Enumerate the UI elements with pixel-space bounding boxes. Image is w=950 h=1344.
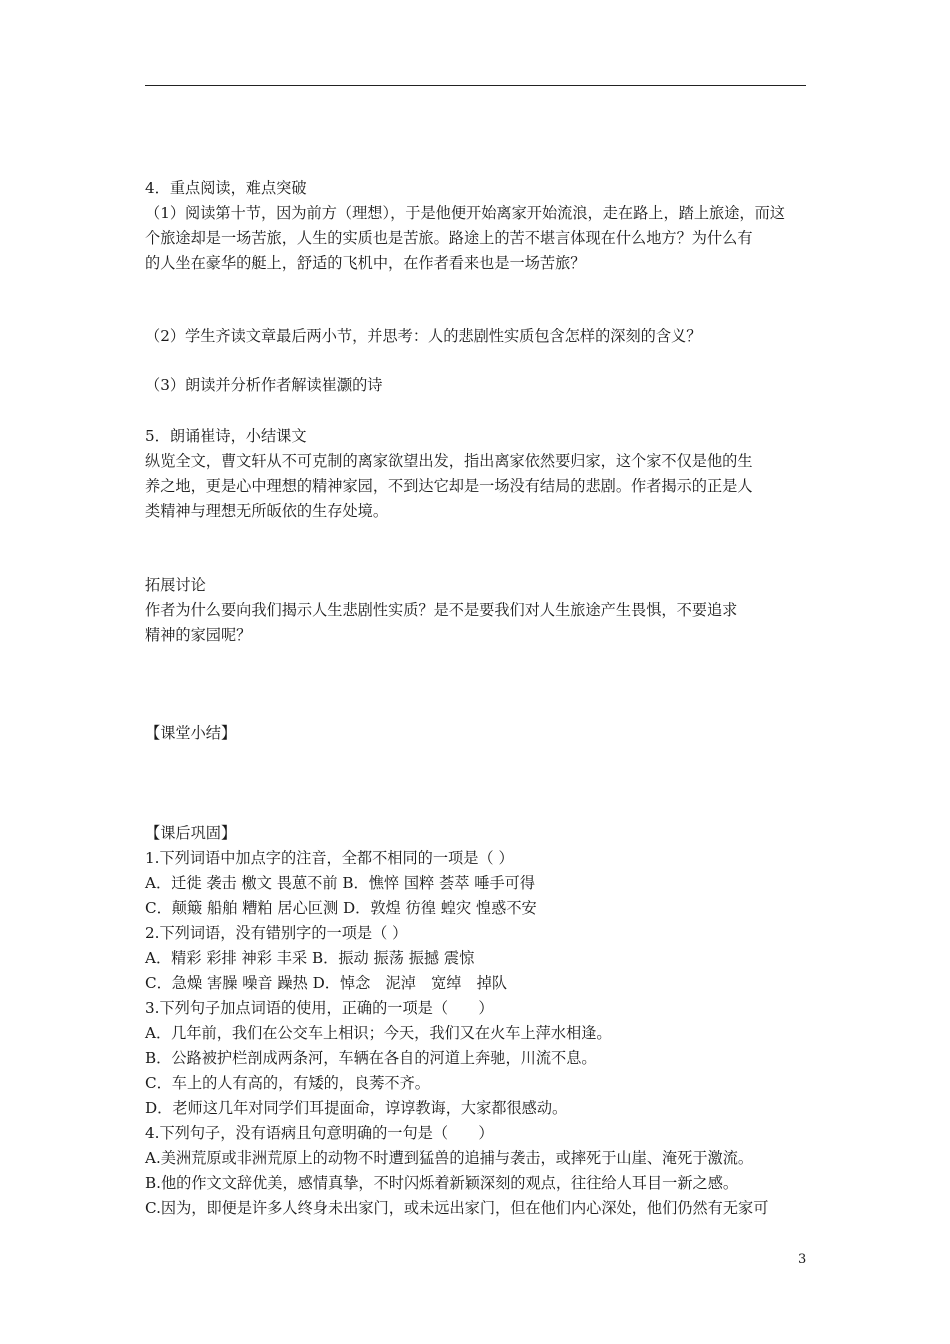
- option-line: A．迁徙 袭击 檄文 畏葸不前 B．憔悴 国粹 荟萃 唾手可得: [145, 874, 536, 892]
- section-heading-recitation: 5．朗诵崔诗，小结课文: [145, 427, 307, 445]
- paragraph-line: 类精神与理想无所皈依的生存处境。: [145, 502, 388, 520]
- question-line: 1.下列词语中加点字的注音，全都不相同的一项是（ ）: [145, 849, 514, 867]
- section-heading-class-summary: 【课堂小结】: [145, 724, 237, 742]
- section-heading-key-reading: 4．重点阅读，难点突破: [145, 179, 307, 197]
- paragraph-line: 养之地，更是心中理想的精神家园，不到达它却是一场没有结局的悲剧。作者揭示的正是人: [145, 477, 753, 495]
- section-heading-discussion: 拓展讨论: [145, 576, 206, 594]
- section-heading-consolidation: 【课后巩固】: [145, 824, 237, 842]
- paragraph-line: （1）阅读第十节，因为前方（理想），于是他便开始离家开始流浪，走在路上，踏上旅途，而这: [145, 204, 785, 222]
- option-line: C．车上的人有高的，有矮的，良莠不齐。: [145, 1074, 430, 1092]
- option-line: A．精彩 彩排 神彩 丰采 B．振动 振荡 振撼 震惊: [145, 949, 475, 967]
- option-line: C．急燥 害臊 噪音 躁热 D．悼念 泥淖 宽绰 掉队: [145, 974, 508, 992]
- option-line: B．公路被护栏剖成两条河，车辆在各自的河道上奔驰，川流不息。: [145, 1049, 597, 1067]
- paragraph-line: 个旅途却是一场苦旅，人生的实质也是苦旅。路途上的苦不堪言体现在什么地方？为什么有: [145, 229, 753, 247]
- paragraph-line: 的人坐在豪华的艇上，舒适的飞机中，在作者看来也是一场苦旅？: [145, 254, 586, 272]
- option-line: A.美洲荒原或非洲荒原上的动物不时遭到猛兽的追捕与袭击，或摔死于山崖、淹死于激流。: [145, 1149, 754, 1167]
- option-line: B.他的作文文辞优美，感情真挚，不时闪烁着新颖深刻的观点，往往给人耳目一新之感。: [145, 1174, 739, 1192]
- header-rule: [145, 85, 806, 86]
- page-number: 3: [798, 1252, 807, 1267]
- paragraph-line: （2）学生齐读文章最后两小节，并思考：人的悲剧性实质包含怎样的深刻的含义？: [145, 327, 702, 345]
- question-line: 3.下列句子加点词语的使用，正确的一项是（ ）: [145, 999, 494, 1017]
- option-line: C．颠簸 船舶 糟粕 居心叵测 D．敦煌 彷徨 蝗灾 惶惑不安: [145, 899, 537, 917]
- paragraph-line: 作者为什么要向我们揭示人生悲剧性实质？是不是要我们对人生旅途产生畏惧，不要追求: [145, 601, 738, 619]
- paragraph-line: （3）朗读并分析作者解读崔灏的诗: [145, 376, 383, 394]
- question-line: 4.下列句子，没有语病且句意明确的一句是（ ）: [145, 1124, 494, 1142]
- option-line: C.因为，即便是许多人终身未出家门，或未远出家门，但在他们内心深处，他们仍然有无家可: [145, 1199, 769, 1217]
- option-line: D．老师这几年对同学们耳提面命，谆谆教诲，大家都很感动。: [145, 1099, 568, 1117]
- question-line: 2.下列词语，没有错别字的一项是（ ）: [145, 924, 408, 942]
- paragraph-line: 精神的家园呢？: [145, 626, 252, 644]
- paragraph-line: 纵览全文，曹文轩从不可克制的离家欲望出发，指出离家依然要归家，这个家不仅是他的生: [145, 452, 753, 470]
- option-line: A．几年前，我们在公交车上相识；今天，我们又在火车上萍水相逢。: [145, 1024, 612, 1042]
